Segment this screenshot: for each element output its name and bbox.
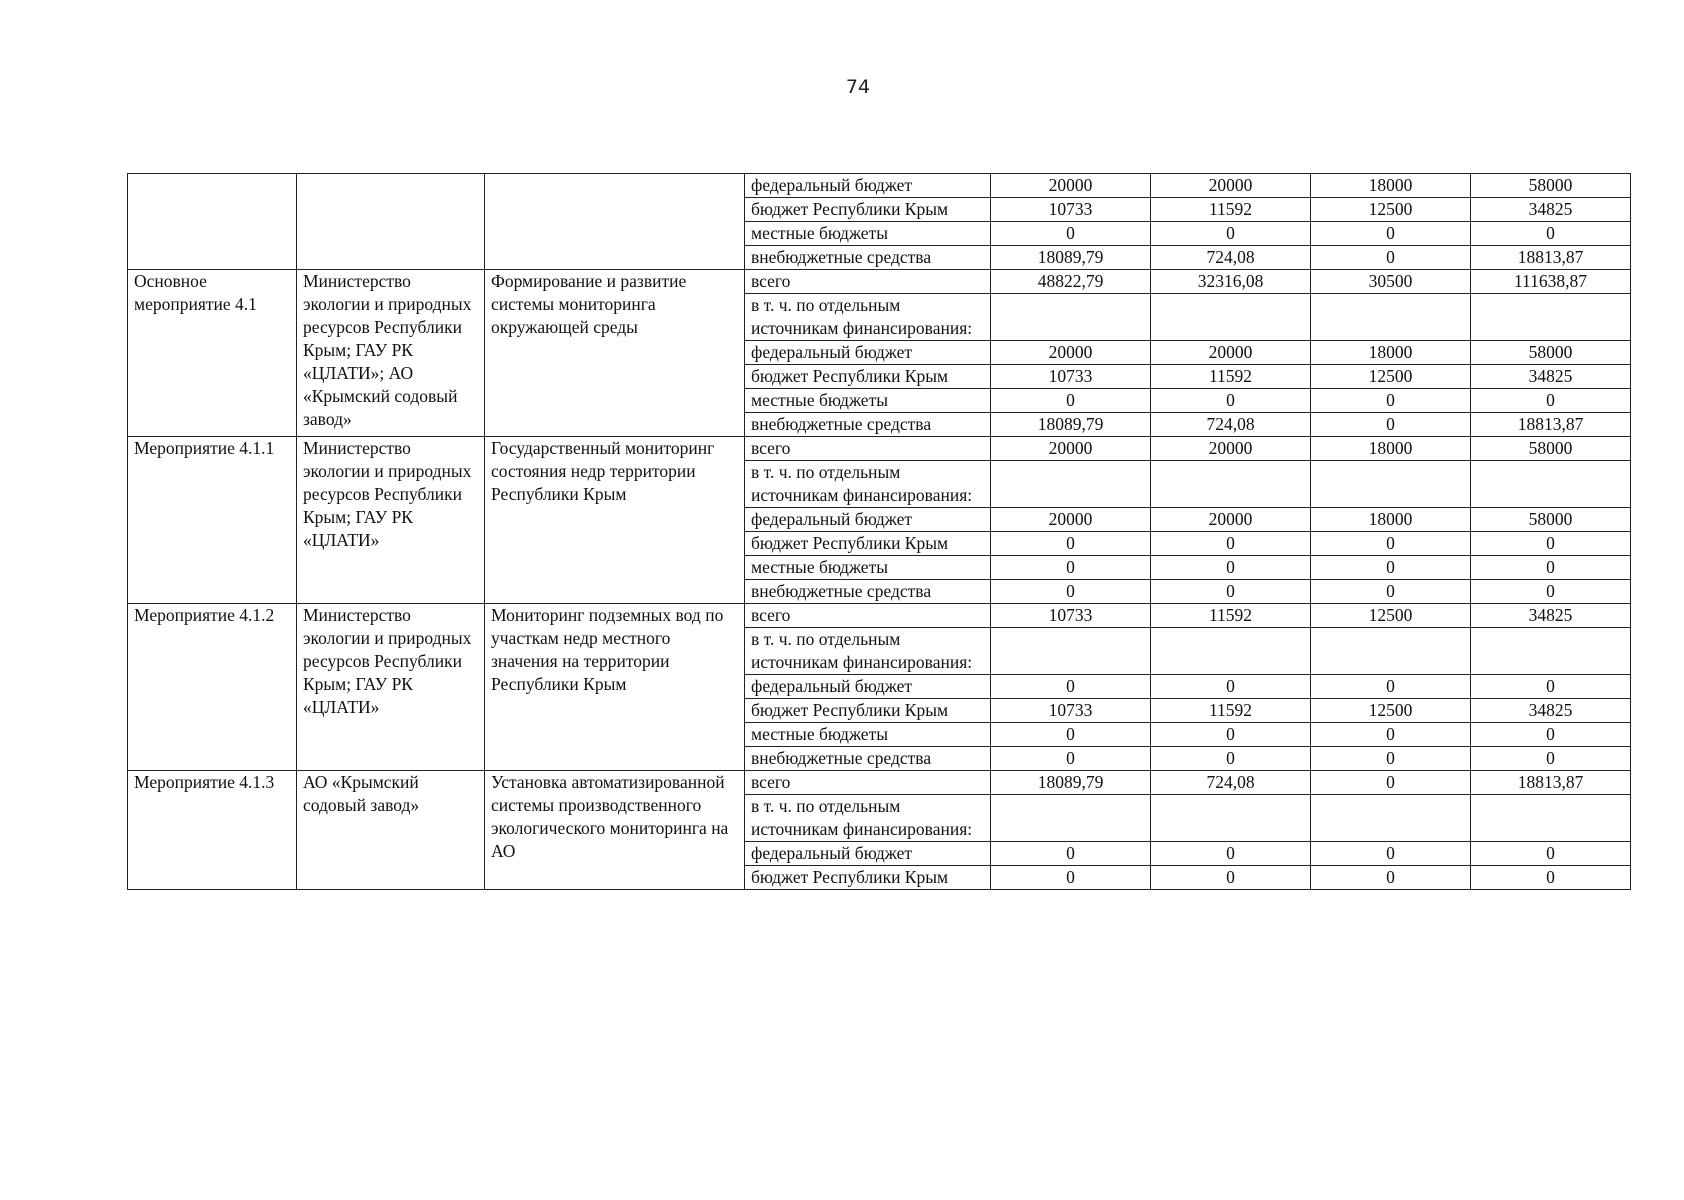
value-cell: 18000: [1311, 174, 1471, 198]
empty-cell: [1311, 294, 1471, 341]
table-row: [128, 437, 1631, 461]
value-cell: 0: [1151, 675, 1311, 699]
source-label: в т. ч. по отдельным источникам финансирования:: [745, 294, 991, 341]
source-label: внебюджетные средства: [745, 580, 991, 604]
value-cell: 12500: [1311, 604, 1471, 628]
empty-cell: [1151, 795, 1311, 842]
measure-executor: Министерство экологии и природных ресурсов Республики Крым; ГАУ РК «ЦЛАТИ»: [297, 604, 485, 771]
value-cell: 11592: [1151, 198, 1311, 222]
value-cell: 10733: [991, 699, 1151, 723]
source-label: федеральный бюджет: [745, 675, 991, 699]
value-cell: 0: [1471, 866, 1631, 890]
value-cell: 10733: [991, 198, 1151, 222]
source-label: бюджет Республики Крым: [745, 198, 991, 222]
value-cell: 0: [1311, 389, 1471, 413]
value-cell: 18000: [1311, 437, 1471, 461]
value-cell: 0: [1151, 580, 1311, 604]
value-cell: 0: [1151, 866, 1311, 890]
empty-cell: [1151, 461, 1311, 508]
value-cell: 0: [1151, 556, 1311, 580]
source-label: всего: [745, 771, 991, 795]
value-cell: 0: [1311, 675, 1471, 699]
value-cell: 0: [1471, 842, 1631, 866]
value-cell: 0: [1311, 842, 1471, 866]
value-cell: 0: [991, 675, 1151, 699]
value-cell: 0: [991, 723, 1151, 747]
empty-cell: [1471, 795, 1631, 842]
value-cell: 0: [991, 842, 1151, 866]
empty-cell: [1471, 294, 1631, 341]
value-cell: 0: [1311, 532, 1471, 556]
value-cell: 18813,87: [1471, 413, 1631, 437]
source-label: федеральный бюджет: [745, 174, 991, 198]
value-cell: 0: [1471, 532, 1631, 556]
table-row: [128, 604, 1631, 628]
source-label: бюджет Республики Крым: [745, 365, 991, 389]
value-cell: 20000: [1151, 174, 1311, 198]
value-cell: 0: [1151, 747, 1311, 771]
value-cell: 18000: [1311, 508, 1471, 532]
value-cell: 0: [1471, 389, 1631, 413]
value-cell: 0: [1311, 747, 1471, 771]
measure-title: Установка автоматизированной системы производственного экологического мониторинга на АО: [485, 771, 745, 890]
empty-cell: [1311, 628, 1471, 675]
measure-title: Мониторинг подземных вод по участкам недр местного значения на территории Республики Крым: [485, 604, 745, 771]
page-number: 74: [845, 76, 871, 98]
value-cell: 724,08: [1151, 413, 1311, 437]
empty-cell: [991, 628, 1151, 675]
value-cell: 0: [1311, 723, 1471, 747]
value-cell: 18089,79: [991, 413, 1151, 437]
value-cell: 11592: [1151, 699, 1311, 723]
value-cell: 12500: [1311, 365, 1471, 389]
measure-name: Мероприятие 4.1.2: [128, 604, 297, 771]
measure-title: Государственный мониторинг состояния недр территории Республики Крым: [485, 437, 745, 604]
empty-cell: [128, 174, 297, 270]
value-cell: 58000: [1471, 508, 1631, 532]
value-cell: 18089,79: [991, 246, 1151, 270]
value-cell: 724,08: [1151, 246, 1311, 270]
value-cell: 58000: [1471, 174, 1631, 198]
value-cell: 10733: [991, 365, 1151, 389]
empty-cell: [1471, 628, 1631, 675]
source-label: всего: [745, 437, 991, 461]
value-cell: 20000: [1151, 341, 1311, 365]
value-cell: 34825: [1471, 365, 1631, 389]
value-cell: 11592: [1151, 604, 1311, 628]
source-label: бюджет Республики Крым: [745, 699, 991, 723]
value-cell: 18813,87: [1471, 246, 1631, 270]
value-cell: 0: [1311, 556, 1471, 580]
source-label: всего: [745, 604, 991, 628]
value-cell: 0: [1471, 747, 1631, 771]
value-cell: 20000: [1151, 437, 1311, 461]
value-cell: 0: [1151, 532, 1311, 556]
value-cell: 34825: [1471, 198, 1631, 222]
empty-cell: [1151, 628, 1311, 675]
table-row: [128, 771, 1631, 795]
empty-cell: [485, 174, 745, 270]
source-label: местные бюджеты: [745, 723, 991, 747]
measure-executor: Министерство экологии и природных ресурсов Республики Крым; ГАУ РК «ЦЛАТИ»; АО «Крымский содовый завод»: [297, 270, 485, 437]
empty-cell: [1311, 461, 1471, 508]
empty-cell: [991, 795, 1151, 842]
value-cell: 0: [991, 222, 1151, 246]
value-cell: 10733: [991, 604, 1151, 628]
empty-cell: [1151, 294, 1311, 341]
table-row: [128, 174, 1631, 198]
value-cell: 48822,79: [991, 270, 1151, 294]
value-cell: 0: [1311, 413, 1471, 437]
value-cell: 0: [1471, 556, 1631, 580]
value-cell: 11592: [1151, 365, 1311, 389]
source-label: в т. ч. по отдельным источникам финансирования:: [745, 461, 991, 508]
value-cell: 0: [1471, 723, 1631, 747]
value-cell: 0: [1311, 866, 1471, 890]
value-cell: 58000: [1471, 437, 1631, 461]
source-label: в т. ч. по отдельным источникам финансирования:: [745, 628, 991, 675]
source-label: внебюджетные средства: [745, 747, 991, 771]
source-label: местные бюджеты: [745, 556, 991, 580]
financing-table: [127, 173, 1631, 890]
value-cell: 0: [1151, 222, 1311, 246]
value-cell: 0: [991, 866, 1151, 890]
value-cell: 0: [991, 580, 1151, 604]
source-label: внебюджетные средства: [745, 413, 991, 437]
value-cell: 0: [991, 532, 1151, 556]
value-cell: 18089,79: [991, 771, 1151, 795]
source-label: федеральный бюджет: [745, 341, 991, 365]
source-label: местные бюджеты: [745, 389, 991, 413]
value-cell: 34825: [1471, 604, 1631, 628]
empty-cell: [991, 461, 1151, 508]
value-cell: 0: [991, 389, 1151, 413]
value-cell: 0: [991, 556, 1151, 580]
measure-executor: АО «Крымский содовый завод»: [297, 771, 485, 890]
value-cell: 0: [1471, 222, 1631, 246]
value-cell: 0: [991, 747, 1151, 771]
value-cell: 0: [1471, 675, 1631, 699]
value-cell: 34825: [1471, 699, 1631, 723]
empty-cell: [1471, 461, 1631, 508]
value-cell: 0: [1311, 771, 1471, 795]
value-cell: 18000: [1311, 341, 1471, 365]
value-cell: 111638,87: [1471, 270, 1631, 294]
value-cell: 12500: [1311, 198, 1471, 222]
value-cell: 20000: [1151, 508, 1311, 532]
value-cell: 0: [1311, 246, 1471, 270]
value-cell: 0: [1471, 580, 1631, 604]
value-cell: 0: [1311, 222, 1471, 246]
source-label: в т. ч. по отдельным источникам финансирования:: [745, 795, 991, 842]
value-cell: 30500: [1311, 270, 1471, 294]
measure-executor: Министерство экологии и природных ресурсов Республики Крым; ГАУ РК «ЦЛАТИ»: [297, 437, 485, 604]
value-cell: 58000: [1471, 341, 1631, 365]
value-cell: 0: [1151, 723, 1311, 747]
source-label: бюджет Республики Крым: [745, 532, 991, 556]
value-cell: 18813,87: [1471, 771, 1631, 795]
value-cell: 20000: [991, 508, 1151, 532]
table-row: [128, 270, 1631, 294]
empty-cell: [1311, 795, 1471, 842]
value-cell: 724,08: [1151, 771, 1311, 795]
source-label: местные бюджеты: [745, 222, 991, 246]
measure-name: Основное мероприятие 4.1: [128, 270, 297, 437]
value-cell: 0: [1311, 580, 1471, 604]
value-cell: 20000: [991, 174, 1151, 198]
source-label: бюджет Республики Крым: [745, 866, 991, 890]
value-cell: 32316,08: [1151, 270, 1311, 294]
empty-cell: [991, 294, 1151, 341]
measure-title: Формирование и развитие системы мониторинга окружающей среды: [485, 270, 745, 437]
source-label: федеральный бюджет: [745, 508, 991, 532]
measure-name: Мероприятие 4.1.3: [128, 771, 297, 890]
value-cell: 20000: [991, 437, 1151, 461]
value-cell: 0: [1151, 389, 1311, 413]
source-label: федеральный бюджет: [745, 842, 991, 866]
source-label: внебюджетные средства: [745, 246, 991, 270]
value-cell: 20000: [991, 341, 1151, 365]
measure-name: Мероприятие 4.1.1: [128, 437, 297, 604]
value-cell: 12500: [1311, 699, 1471, 723]
empty-cell: [297, 174, 485, 270]
value-cell: 0: [1151, 842, 1311, 866]
source-label: всего: [745, 270, 991, 294]
